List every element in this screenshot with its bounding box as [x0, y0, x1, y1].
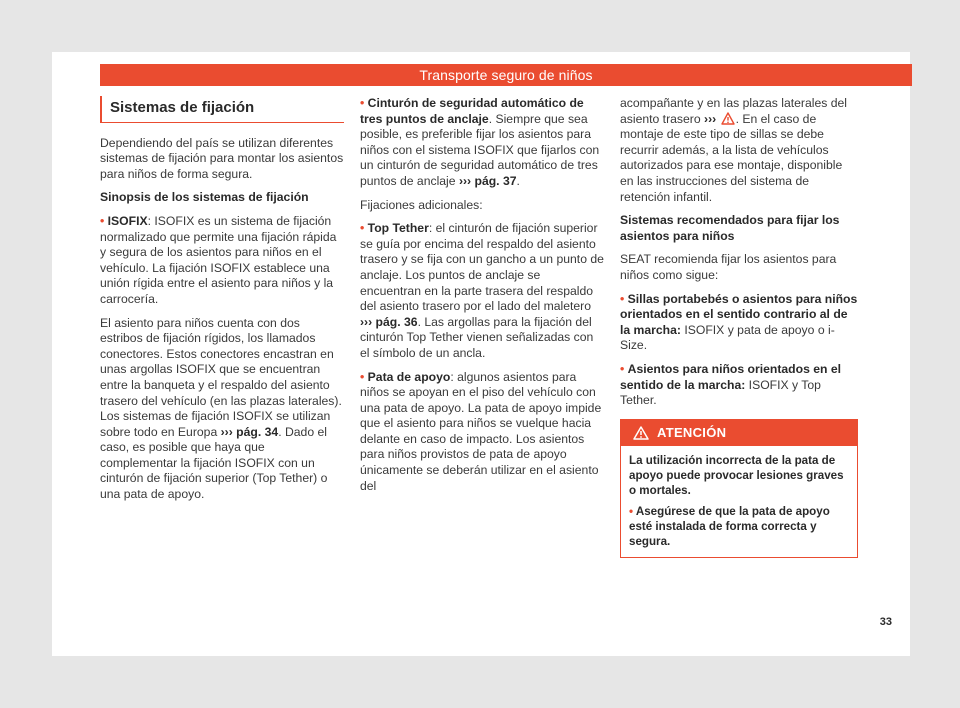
bullet-icon: • — [360, 96, 365, 110]
page-reference-link[interactable]: ››› pág. 37 — [458, 173, 517, 188]
bullet-icon: • — [360, 369, 365, 384]
rear-facing-item: • Sillas portabebés o asientos para niños orientados en el sentido contrario al de la marcha: ISOFIX y pata de apoyo o i-Size. — [620, 291, 858, 353]
warning-triangle-icon — [721, 112, 735, 125]
support-leg-paragraph: • Pata de apoyo: algunos asientos para niños se apoyan en el piso del vehículo con una pata de apoyo. La pata de apoyo impide que el asiento para niños se vuelque hacia delante en caso de impacto. Los asientos para niños provistos de pata de apoyo únicamente se deberán utilizar en el asiento del — [360, 369, 602, 493]
warning-header — [621, 420, 857, 446]
isofix-term: ISOFIX — [107, 213, 148, 228]
support-leg-term: Pata de apoyo — [367, 369, 451, 384]
bullet-icon: • — [100, 213, 105, 228]
tether-term: Top Tether — [367, 221, 429, 236]
chapter-banner — [100, 64, 912, 86]
bullet-icon: • — [629, 504, 634, 518]
bullet-icon: • — [620, 361, 625, 376]
recommended-heading: Sistemas recomendados para fijar los asientos para niños — [620, 213, 840, 243]
column-middle — [360, 96, 604, 502]
intro-paragraph: Dependiendo del país se utilizan diferentes sistemas de fijación para montar los asientos para niños de forma segura. — [100, 135, 344, 181]
continuation-paragraph: acompañante y en las plazas laterales del asiento trasero ››› . En el caso de montaje de este tipo de sillas se debe recurrir además, a la lista de vehículos autorizados para ese montaje, disponible en las instrucciones del sistema de retención infantil. — [620, 96, 847, 204]
page-reference-link[interactable]: ››› pág. 34 — [220, 424, 279, 439]
subheading: Sinopsis de los sistemas de fijación — [100, 190, 309, 205]
rear-facing-term: Sillas portabebés o asientos para niños orientados en el sentido contrario al de la marcha: — [620, 291, 858, 337]
belt-paragraph: • Cinturón de seguridad automático de tres puntos de anclaje. Siempre que sea posible, es preferible fijar los asientos para niños con el sistema ISOFIX que fijarlos con un cinturón de seguridad automático de tres puntos de anclaje ››› pág. 37. — [360, 96, 600, 188]
warning-box — [620, 419, 858, 558]
page-reference-link[interactable]: ››› pág. 36 — [360, 314, 418, 329]
belt-term: Cinturón de seguridad automático de tres puntos de anclaje — [360, 96, 584, 126]
column-left — [100, 96, 344, 511]
warning-reference-link[interactable]: ››› — [704, 111, 717, 126]
manual-page — [52, 52, 910, 656]
extra-heading: Fijaciones adicionales: — [360, 197, 483, 212]
connectors-paragraph: El asiento para niños cuenta con dos estribos de fijación rígidos, los llamados conectores. Estos conectores encastran en unas argollas ISOFIX que se encuentran entre la banqueta y el respaldo del asiento trasero del vehículo (en las plazas laterales). Los sistemas de fijación ISOFIX se utilizan sobre todo en Europa ››› pág. 34. Dado el caso, es posible que haya que complementar la fijación ISOFIX con un cinturón de fijación superior (Top Tether) o una pata de apoyo. — [100, 315, 342, 502]
page-number: 33 — [879, 616, 892, 628]
isofix-paragraph: • ISOFIX: ISOFIX es un sistema de fijación normalizado que permite una fijación rápida y segura de los asientos para niños en el vehículo. La fijación ISOFIX establece una unión rígida entre el asiento para niños y la carrocería. — [100, 213, 337, 306]
tether-paragraph: • Top Tether: el cinturón de fijación superior se guía por encima del respaldo del asiento trasero y se fija con un gancho a un punto de anclaje. Los puntos de anclaje se encuentran en la parte trasera del respaldo del asiento trasero por el lado del maletero ››› pág. 36. Las argollas para la fijación del cinturón Top Tether vienen señalizadas con el símbolo de un ancla. — [360, 221, 604, 360]
warning-triangle-icon — [633, 426, 649, 440]
section-heading: Sistemas de fijación — [100, 96, 344, 123]
warning-line-2: • Asegúrese de que la pata de apoyo esté instalada de forma correcta y segura. — [629, 504, 830, 548]
bullet-icon: • — [620, 291, 625, 306]
recommended-intro: SEAT recomienda fijar los asientos para niños como sigue: — [620, 252, 837, 282]
chapter-title: Transporte seguro de niños — [419, 67, 593, 83]
forward-facing-term: Asientos para niños orientados en el sentido de la marcha: — [620, 361, 842, 392]
forward-facing-item: • Asientos para niños orientados en el sentido de la marcha: ISOFIX y Top Tether. — [620, 361, 842, 408]
warning-line-1: La utilización incorrecta de la pata de apoyo puede provocar lesiones graves o mortales. — [629, 453, 844, 497]
column-right — [620, 96, 858, 558]
bullet-icon: • — [360, 221, 365, 236]
warning-body — [621, 446, 857, 557]
warning-title: ATENCIÓN — [657, 424, 727, 440]
